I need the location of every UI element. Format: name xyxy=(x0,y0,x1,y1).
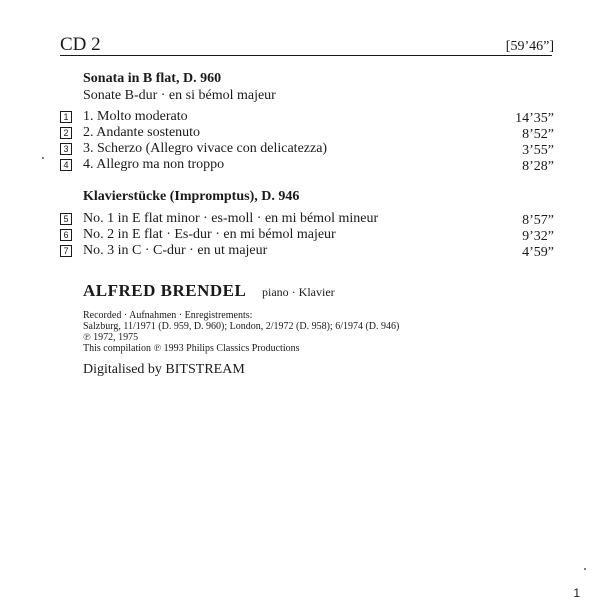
work-title-sonata: Sonata in B flat, D. 960 xyxy=(83,71,222,86)
track-duration: 8’28” xyxy=(522,159,554,174)
credit-line: Salzburg, 11/1971 (D. 959, D. 960); London, 2/1972 (D. 958); 6/1974 (D. 946) xyxy=(83,321,400,332)
track-duration: 3’55” xyxy=(522,143,554,158)
artist-role: piano · Klavier xyxy=(262,285,335,299)
cd-label: CD 2 xyxy=(60,34,101,55)
track-title: 1. Molto moderato xyxy=(83,109,188,124)
stray-dot xyxy=(584,568,586,570)
cd-total-time: [59’46”] xyxy=(505,39,554,54)
track-duration: 8’52” xyxy=(522,127,554,142)
track-title: No. 1 in E flat minor · es-moll · en mi bémol mineur xyxy=(83,211,379,226)
track-duration: 14’35” xyxy=(515,111,554,126)
work-title-impromptus: Klavierstücke (Impromptus), D. 946 xyxy=(83,189,300,204)
track-number-box: 6 xyxy=(60,229,72,241)
credit-line: This compilation ℗ 1993 Philips Classics Productions xyxy=(83,343,300,354)
page-number: 1 xyxy=(573,586,580,600)
track-title: 4. Allegro ma non troppo xyxy=(83,157,225,172)
stray-dot xyxy=(42,157,44,159)
track-title: 3. Scherzo (Allegro vivace con delicatezza) xyxy=(83,141,328,156)
track-number-box: 7 xyxy=(60,245,72,257)
header-rule xyxy=(60,55,552,56)
track-duration: 4’59” xyxy=(522,245,554,260)
credit-line: Recorded · Aufnahmen · Enregistrements: xyxy=(83,310,253,321)
track-duration: 8’57” xyxy=(522,213,554,228)
track-number-box: 5 xyxy=(60,213,72,225)
track-number-box: 2 xyxy=(60,127,72,139)
credit-line: ℗ 1972, 1975 xyxy=(83,332,139,343)
digitised-note: Digitalised by BITSTREAM xyxy=(83,362,245,377)
track-number-box: 3 xyxy=(60,143,72,155)
work-subtitle-sonata: Sonate B-dur · en si bémol majeur xyxy=(83,88,276,103)
track-number-box: 1 xyxy=(60,111,72,123)
track-title: No. 2 in E flat · Es-dur · en mi bémol majeur xyxy=(83,227,336,242)
track-title: 2. Andante sostenuto xyxy=(83,125,201,140)
track-title: No. 3 in C · C-dur · en ut majeur xyxy=(83,243,268,258)
artist-name: ALFRED BRENDEL xyxy=(83,281,247,300)
track-number-box: 4 xyxy=(60,159,72,171)
track-duration: 9’32” xyxy=(522,229,554,244)
